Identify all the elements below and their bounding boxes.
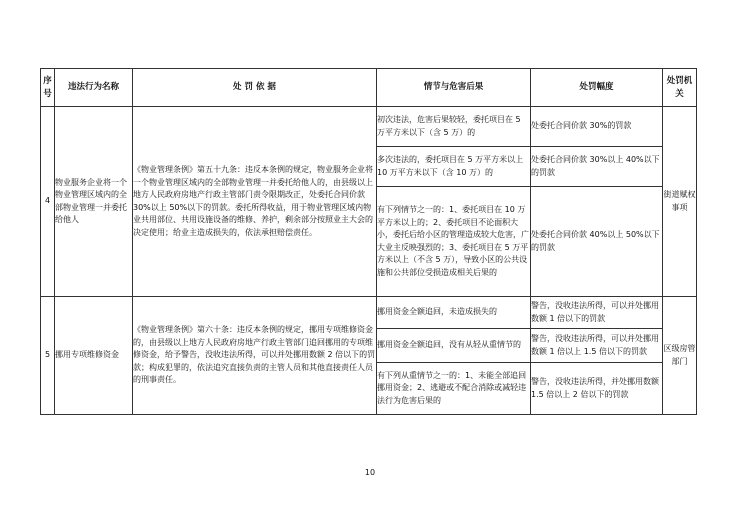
header-circumstance: 情节与危害后果 [377, 69, 531, 107]
penalty-table [40, 68, 697, 415]
row-number: 4 [41, 107, 55, 297]
header-basis: 处 罚 依 据 [133, 69, 377, 107]
header-authority: 处罚机关 [663, 69, 697, 107]
table-header-row [41, 69, 697, 107]
violation-name: 物业服务企业将一个物业管理区域内的全部物业管理一并委托给他人 [55, 107, 133, 297]
circumstance: 挪用资金全额追回，未造成损失的 [377, 297, 531, 329]
table-row [41, 297, 697, 329]
page-number: 10 [364, 468, 376, 477]
header-violation-name: 违法行为名称 [55, 69, 133, 107]
violation-name: 挪用专项维修资金 [55, 297, 133, 415]
circumstance: 有下列从重情节之一的：1、未能全部追回挪用资金；2、逃避或不配合消除或减轻违法行为危害后果的 [377, 363, 531, 415]
penalty-range: 处委托合同价款 40%以上 50%以下的罚款 [531, 187, 663, 297]
penalty-range: 处委托合同价款 30%的罚款 [531, 107, 663, 147]
header-seq: 序号 [41, 69, 55, 107]
authority: 街道赋权事项 [663, 107, 697, 297]
row-number: 5 [41, 297, 55, 415]
penalty-basis: 《物业管理条例》第五十九条：违反本条例的规定，物业服务企业将一个物业管理区域内的全部物业管理一并委托给他人的，由县级以上地方人民政府房地产行政主管部门责令限期改正，处委托合同价款 30%以上 50%以下的罚款。委托所得收益，用于物业管理区域内物业共用部位、共用设施设备的维修、养护，剩余部分按照业主大会的决定使用；给业主造成损失的，依法承担赔偿责任。 [133, 107, 377, 297]
circumstance: 挪用资金全额追回，没有从轻从重情节的 [377, 329, 531, 363]
penalty-range: 处委托合同价款 30%以上 40%以下的罚款 [531, 147, 663, 187]
circumstance: 多次违法的，委托项目在 5 万平方米以上 10 万平方米以下（含 10 万）的 [377, 147, 531, 187]
table-row [41, 107, 697, 147]
circumstance: 有下列情节之一的：1、委托项目在 10 万平方米以上的；2、委托项目不论面积大小，委托后给小区的管理造成较大危害，广大业主反映强烈的；3、委托项目在 5 万平方米以上（不含 5 万），导致小区的公共设施和公共部位受损造成相关后果的 [377, 187, 531, 297]
penalty-basis: 《物业管理条例》第六十条：违反本条例的规定，挪用专项维修资金的，由县级以上地方人民政府房地产行政主管部门追回挪用的专项维修资金，给予警告，没收违法所得，可以并处挪用数额 2 倍以下的罚款；构成犯罪的，依法追究直接负责的主管人员和其他直接责任人员的刑事责任。 [133, 297, 377, 415]
penalty-range: 警告，没收违法所得，可以并处挪用数额 1 倍以下的罚款 [531, 297, 663, 329]
circumstance: 初次违法，危害后果较轻，委托项目在 5 万平方米以下（含 5 万）的 [377, 107, 531, 147]
penalty-range: 警告，没收违法所得，可以并处挪用数额 1 倍以上 1.5 倍以下的罚款 [531, 329, 663, 363]
header-range: 处罚幅度 [531, 69, 663, 107]
penalty-range: 警告，没收违法所得，并处挪用数额 1.5 倍以上 2 倍以下的罚款 [531, 363, 663, 415]
authority: 区级房管部门 [663, 297, 697, 415]
